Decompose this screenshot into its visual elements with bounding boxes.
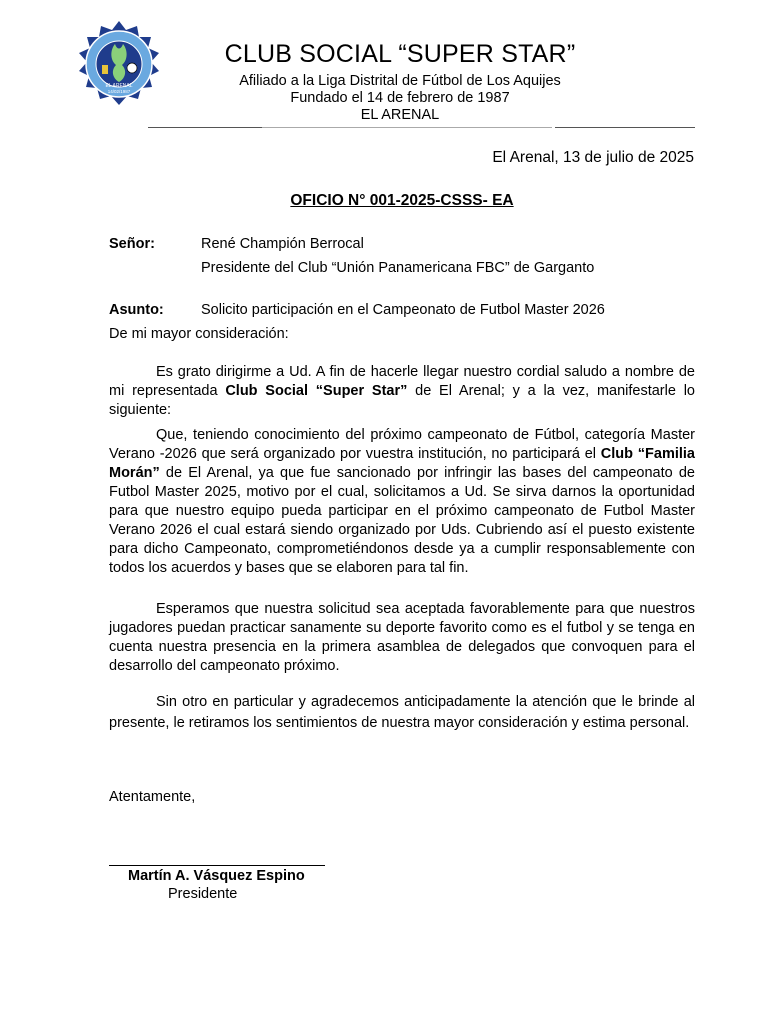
body-paragraph-4: Sin otro en particular y agradecemos anticipadamente la atención que le brinde al presente, le retiramos los sentimientos de nuestra mayor consideración y estima personal. bbox=[109, 694, 695, 731]
svg-text:EL ARENAL: EL ARENAL bbox=[105, 83, 133, 89]
recipient-name: René Champión Berrocal bbox=[201, 236, 364, 252]
recipient-position: Presidente del Club “Unión Panamericana FBC” de Garganto bbox=[201, 260, 595, 276]
subject-text: Solicito participación en el Campeonato de Futbol Master 2026 bbox=[201, 302, 605, 318]
oficio-number: OFICIO N° 001-2025-CSSS- EA bbox=[290, 192, 514, 209]
body-paragraph-1: Es grato dirigirme a Ud. A fin de hacerle llegar nuestro cordial saludo a nombre de mi representada Club Social “Super Star” de El Arenal; y a la vez, manifestarle lo siguiente: bbox=[109, 364, 695, 418]
header-rule-right bbox=[555, 127, 695, 128]
club-title: CLUB SOCIAL “SUPER STAR” bbox=[224, 40, 576, 68]
signatory-name: Martín A. Vásquez Espino bbox=[128, 868, 305, 884]
location-line: EL ARENAL bbox=[360, 107, 440, 123]
header-rule-middle bbox=[262, 127, 552, 128]
founded-line: Fundado el 14 de febrero de 1987 bbox=[290, 90, 510, 106]
body-paragraph-3: Esperamos que nuestra solicitud sea aceptada favorablemente para que nuestros jugadores puedan practicar sanamente su deporte favorito como es el futbol y se tenga en cuenta nuestra presencia en la primera asamblea de delegados que convoquen para el desarrollo del campeonato próximo. bbox=[109, 601, 695, 674]
signatory-role: Presidente bbox=[168, 886, 238, 902]
subject-label: Asunto: bbox=[109, 302, 164, 318]
recipient-label: Señor: bbox=[109, 236, 155, 252]
signature-line bbox=[109, 865, 325, 866]
letter-date: El Arenal, 13 de julio de 2025 bbox=[492, 149, 694, 166]
header-rule-left bbox=[148, 127, 262, 128]
closing: Atentamente, bbox=[109, 789, 196, 805]
affiliation-line: Afiliado a la Liga Distrital de Fútbol de Los Aquijes bbox=[239, 73, 561, 89]
svg-text:14/02/1987: 14/02/1987 bbox=[107, 89, 131, 94]
body-paragraph-2: Que, teniendo conocimiento del próximo campeonato de Fútbol, categoría Master Verano -2026 que será organizado por vuestra institución, no participará el Club “Familia Morán” de El Arenal, ya que fue sancionado por infringir las bases del campeonato de Futbol Master 2025, motivo por el cual, solicitamos a Ud. Se sirva darnos la oportunidad para que nuestro equipo pueda participar en el próximo campeonato de Futbol Master Verano 2026 el cual estará siendo organizado por Uds. Cubriendo así el puesto existente para dicho Campeonato, comprometiéndonos desde ya a cumplir responsablemente con todos los acuerdos y bases que se elaboren para tal fin. bbox=[109, 427, 695, 576]
salutation: De mi mayor consideración: bbox=[109, 326, 289, 342]
